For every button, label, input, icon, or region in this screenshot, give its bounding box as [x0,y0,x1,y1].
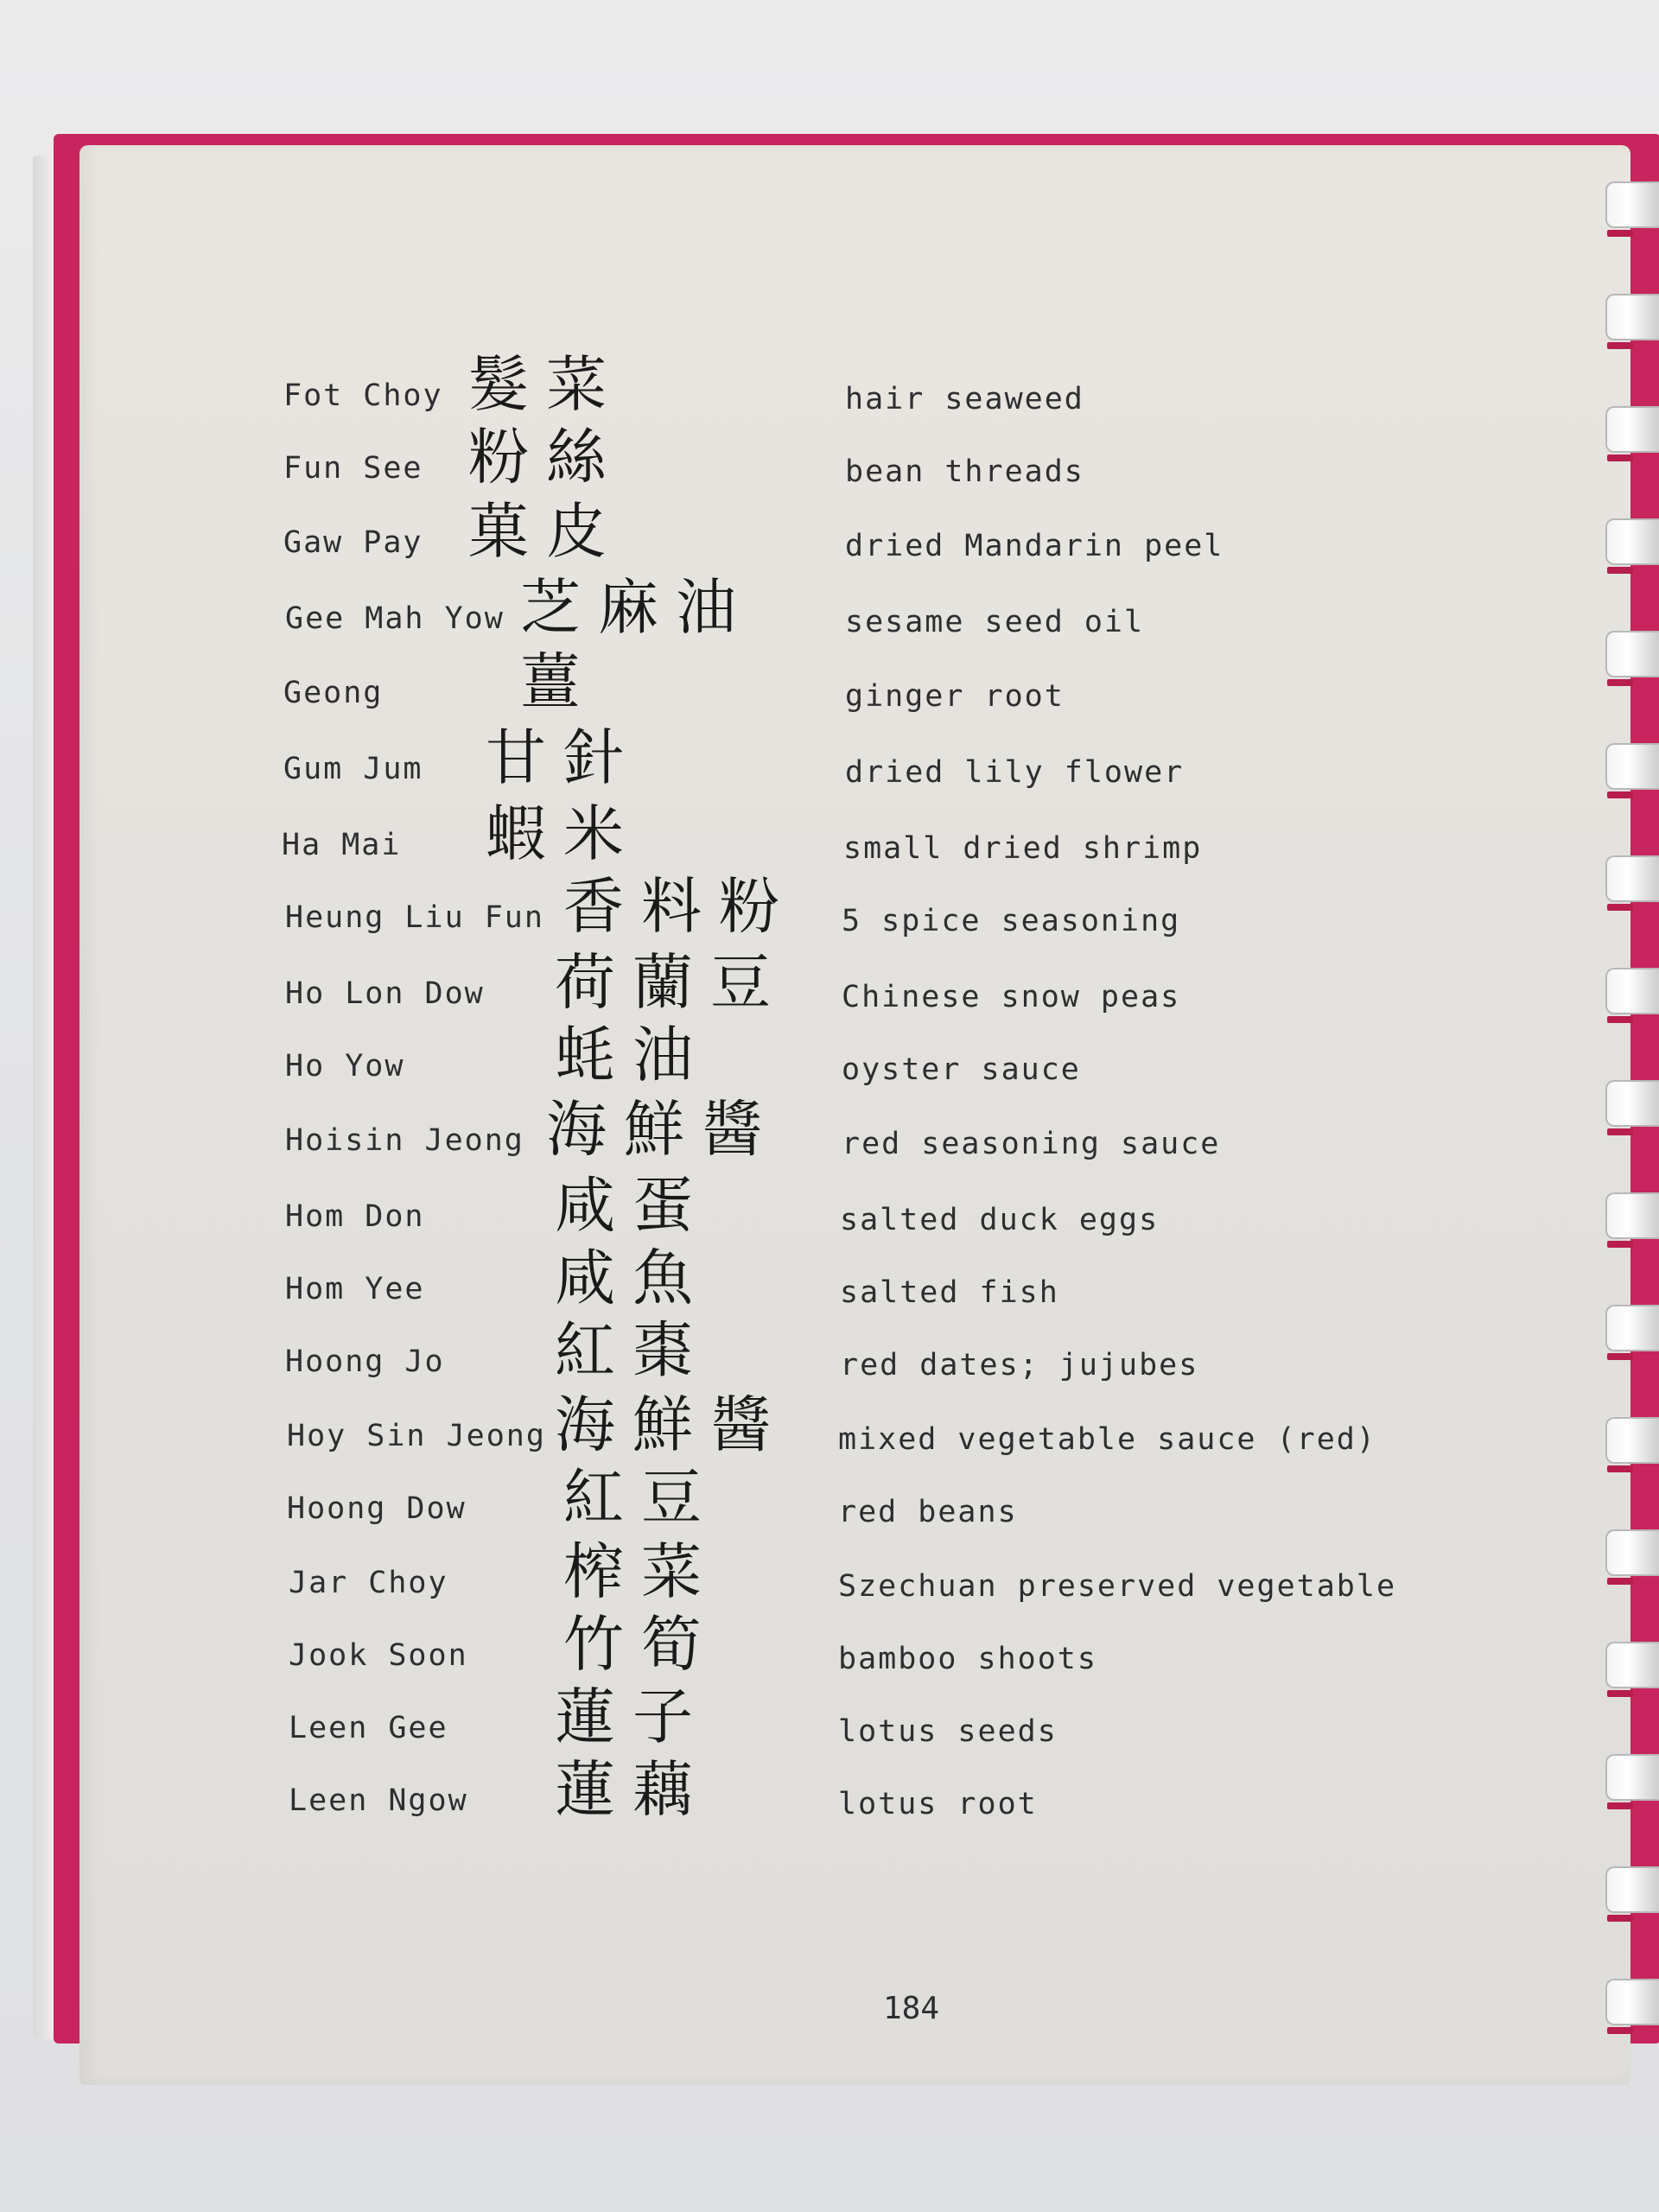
spiral-coil [1605,631,1659,677]
spiral-coil [1605,1529,1659,1576]
entry-chinese: 薑 [520,646,598,717]
entry-chinese: 海鮮醬 [546,1094,779,1165]
page-number: 184 [883,1991,940,2026]
entry-romanized: Hoisin Jeong [285,1123,524,1158]
entry-english: salted fish [840,1275,1059,1310]
entry-english: red dates; jujubes [840,1348,1199,1382]
entry-english: bamboo shoots [838,1642,1097,1676]
entry-english: dried Mandarin peel [845,529,1224,563]
entry-chinese: 紅棗 [555,1315,710,1386]
entry-chinese: 竹筍 [563,1609,719,1680]
entry-romanized: Gum Jum [283,752,423,786]
spiral-coil [1605,1754,1659,1801]
entry-chinese: 蓮子 [555,1681,710,1752]
entry-english: dried lily flower [845,755,1185,790]
entry-english: oyster sauce [842,1052,1081,1087]
entry-english: sesame seed oil [845,605,1145,639]
entry-chinese: 髮菜 [468,349,624,420]
spiral-coil [1605,1866,1659,1913]
entry-english: mixed vegetable sauce (red) [838,1422,1376,1457]
entry-romanized: Ho Yow [285,1049,405,1084]
entry-english: lotus root [838,1787,1038,1821]
entry-chinese: 榨菜 [563,1536,719,1607]
entry-chinese: 咸魚 [555,1243,710,1313]
entry-romanized: Gaw Pay [283,525,423,560]
entry-english: lotus seeds [838,1714,1058,1749]
entry-chinese: 香料粉 [563,871,797,942]
entry-english: Chinese snow peas [842,980,1181,1014]
entry-romanized: Ha Mai [282,828,402,862]
entry-romanized: Fun See [283,451,423,486]
entry-english: ginger root [845,679,1065,714]
entry-romanized: Fot Choy [283,378,443,413]
spiral-coil [1605,1080,1659,1127]
entry-english: red seasoning sauce [842,1127,1221,1161]
entry-romanized: Hoong Jo [285,1344,445,1379]
entry-romanized: Leen Ngow [289,1783,468,1818]
spiral-coil [1605,1192,1659,1239]
spiral-coil [1605,1979,1659,2025]
entry-romanized: Gee Mah Yow [285,601,505,636]
entry-romanized: Jook Soon [289,1638,468,1673]
entry-english: hair seaweed [845,382,1084,416]
entry-chinese: 粉絲 [468,422,624,493]
entry-chinese: 荷蘭豆 [555,947,788,1018]
entry-english: small dried shrimp [843,831,1203,866]
entry-chinese: 蚝油 [555,1020,710,1090]
spiral-coil [1605,743,1659,790]
entry-romanized: Hom Don [285,1199,425,1234]
entry-chinese: 咸蛋 [555,1170,710,1241]
book-page [79,145,1630,2085]
entry-chinese: 甘針 [486,722,641,793]
entry-chinese: 蓮藕 [555,1754,710,1825]
entry-english: red beans [838,1495,1018,1529]
entry-chinese: 芝麻油 [520,572,753,643]
spiral-binding [1605,181,1659,2082]
spiral-coil [1605,518,1659,565]
entry-chinese: 菓皮 [468,496,624,567]
entry-romanized: Ho Lon Dow [285,976,485,1011]
spiral-coil [1605,406,1659,453]
entry-english: salted duck eggs [840,1203,1160,1237]
entry-romanized: Hoong Dow [287,1491,467,1526]
spiral-coil [1605,1642,1659,1688]
spiral-coil [1605,968,1659,1014]
entry-english: 5 spice seasoning [842,904,1181,938]
entry-english: Szechuan preserved vegetable [838,1569,1397,1604]
entry-chinese: 蝦米 [486,798,641,869]
entry-romanized: Geong [283,676,384,710]
entry-english: bean threads [845,454,1084,489]
spiral-coil [1605,294,1659,340]
entry-romanized: Heung Liu Fun [285,900,544,935]
spiral-coil [1605,855,1659,902]
entry-chinese: 海鮮醬 [555,1389,788,1460]
entry-romanized: Hom Yee [285,1272,425,1306]
entry-chinese: 紅豆 [563,1462,719,1533]
spiral-coil [1605,1417,1659,1464]
spiral-coil [1605,181,1659,228]
spiral-coil [1605,1305,1659,1351]
entry-romanized: Jar Choy [289,1566,448,1600]
entry-romanized: Hoy Sin Jeong [287,1419,546,1453]
entry-romanized: Leen Gee [289,1711,448,1745]
